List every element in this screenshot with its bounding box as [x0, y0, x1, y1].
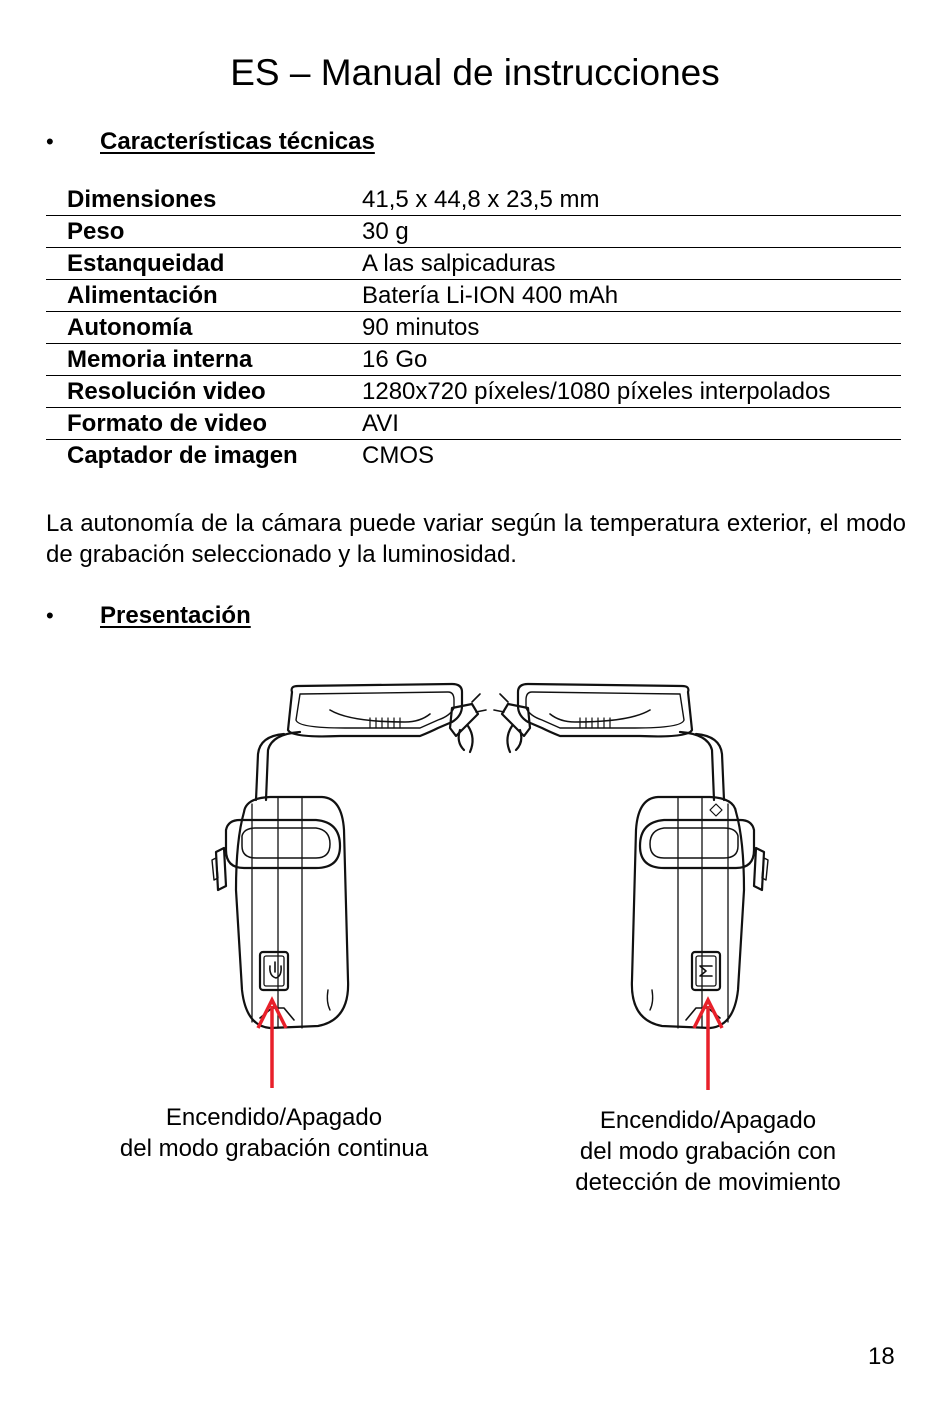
specs-heading: Características técnicas [100, 128, 375, 155]
bullet: • [46, 603, 54, 628]
arrows [258, 1000, 722, 1090]
spec-label: Estanqueidad [67, 250, 225, 277]
spec-label: Alimentación [67, 282, 218, 309]
left-arrow-icon [258, 1000, 286, 1088]
table-row [46, 376, 901, 408]
spec-value: AVI [362, 410, 399, 437]
spec-value: 90 minutos [362, 314, 480, 341]
spec-value: A las salpicaduras [362, 250, 556, 277]
table-row [46, 408, 901, 440]
spec-label: Formato de video [67, 410, 268, 437]
table-row [46, 312, 901, 344]
specs-table [46, 184, 901, 471]
spec-label: Autonomía [67, 314, 193, 341]
camera-illustration [180, 670, 800, 1095]
table-row [46, 344, 901, 376]
table-row [46, 216, 901, 248]
table-row [46, 248, 901, 280]
presentation-heading: Presentación [100, 602, 251, 629]
page-number: 18 [868, 1343, 895, 1370]
spec-value: CMOS [362, 442, 434, 469]
spec-label: Peso [67, 218, 125, 245]
spec-value: Batería Li-ION 400 mAh [362, 282, 619, 309]
spec-label: Captador de imagen [67, 442, 298, 469]
presentation-section-heading [46, 601, 251, 631]
left-camera [212, 684, 486, 1028]
caption-line: detección de movimiento [575, 1169, 841, 1196]
spec-value: 16 Go [362, 346, 428, 373]
spec-label: Memoria interna [67, 346, 253, 373]
right-caption [534, 1105, 882, 1198]
spec-label: Dimensiones [67, 186, 217, 213]
caption-line: del modo grabación con [579, 1138, 837, 1165]
page-title: ES – Manual de instrucciones [230, 52, 720, 93]
caption-line: Encendido/Apagado [165, 1104, 383, 1131]
specs-section-heading [46, 127, 375, 157]
bullet: • [46, 129, 54, 154]
spec-label: Resolución video [67, 378, 266, 405]
right-camera [494, 684, 768, 1028]
spec-value: 30 g [362, 218, 409, 245]
left-caption [84, 1102, 464, 1164]
autonomy-note: La autonomía de la cámara puede variar según la temperatura exterior, el modo de grabación seleccionado y la luminosidad. [46, 510, 906, 568]
caption-line: del modo grabación continua [119, 1135, 429, 1162]
caption-line: Encendido/Apagado [599, 1107, 817, 1134]
spec-value: 1280x720 píxeles/1080 píxeles interpolados [362, 378, 831, 405]
right-arrow-icon [694, 1000, 722, 1090]
table-row [46, 280, 901, 312]
spec-value: 41,5 x 44,8 x 23,5 mm [362, 186, 600, 213]
table-row [46, 184, 901, 216]
table-row [46, 440, 901, 472]
